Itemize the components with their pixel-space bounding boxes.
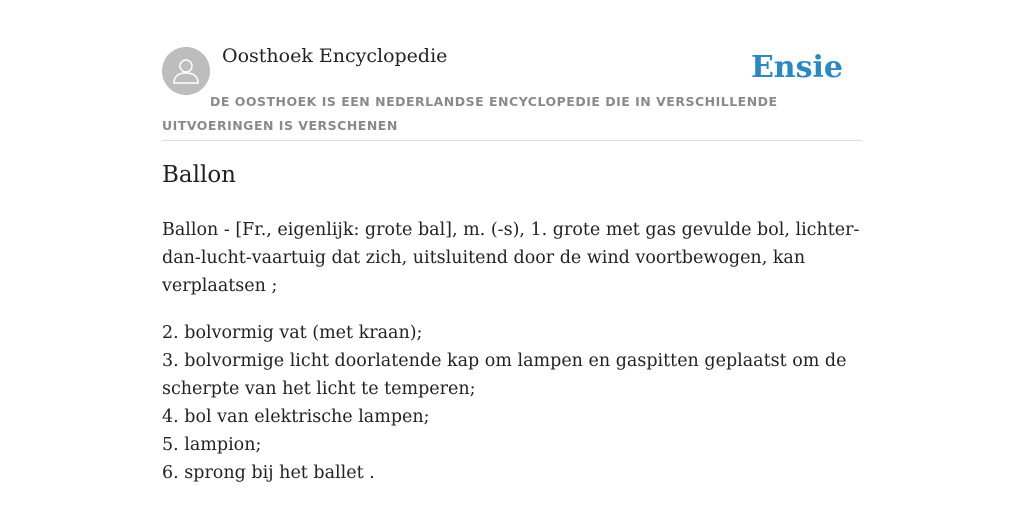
definition-line: 6. sprong bij het ballet . [162,463,375,483]
definition-line: 3. bolvormige licht doorlatende kap om lampen en gaspitten geplaatst om de scherpte van het licht te temperen; [162,351,847,399]
source-description: DE OOSTHOEK IS EEN NEDERLANDSE ENCYCLOPEDIE DIE IN VERSCHILLENDE UITVOERINGEN IS VERSCHENEN [162,94,778,133]
source-name-link[interactable]: Oosthoek Encyclopedie [222,45,448,67]
entry-title: Ballon [162,162,236,188]
brand-logo-link[interactable]: Ensie [750,50,843,85]
entry-content [162,216,862,487]
page-wrapper [162,0,862,483]
source-header [162,0,862,141]
user-silhouette-icon [162,47,210,95]
definition-line: 4. bol van elektrische lampen; [162,407,430,427]
definition-line: 2. bolvormig vat (met kraan); [162,323,423,343]
entry-definition-list [162,319,862,487]
entry-paragraph: Ballon - [Fr., eigenlijk: grote bal], m. (-s), 1. grote met gas gevulde bol, lichter-dan-lucht-vaartuig dat zich, uitsluitend door de wind voortbewogen, kan verplaatsen ; [162,220,860,296]
definition-line: 5. lampion; [162,435,262,455]
